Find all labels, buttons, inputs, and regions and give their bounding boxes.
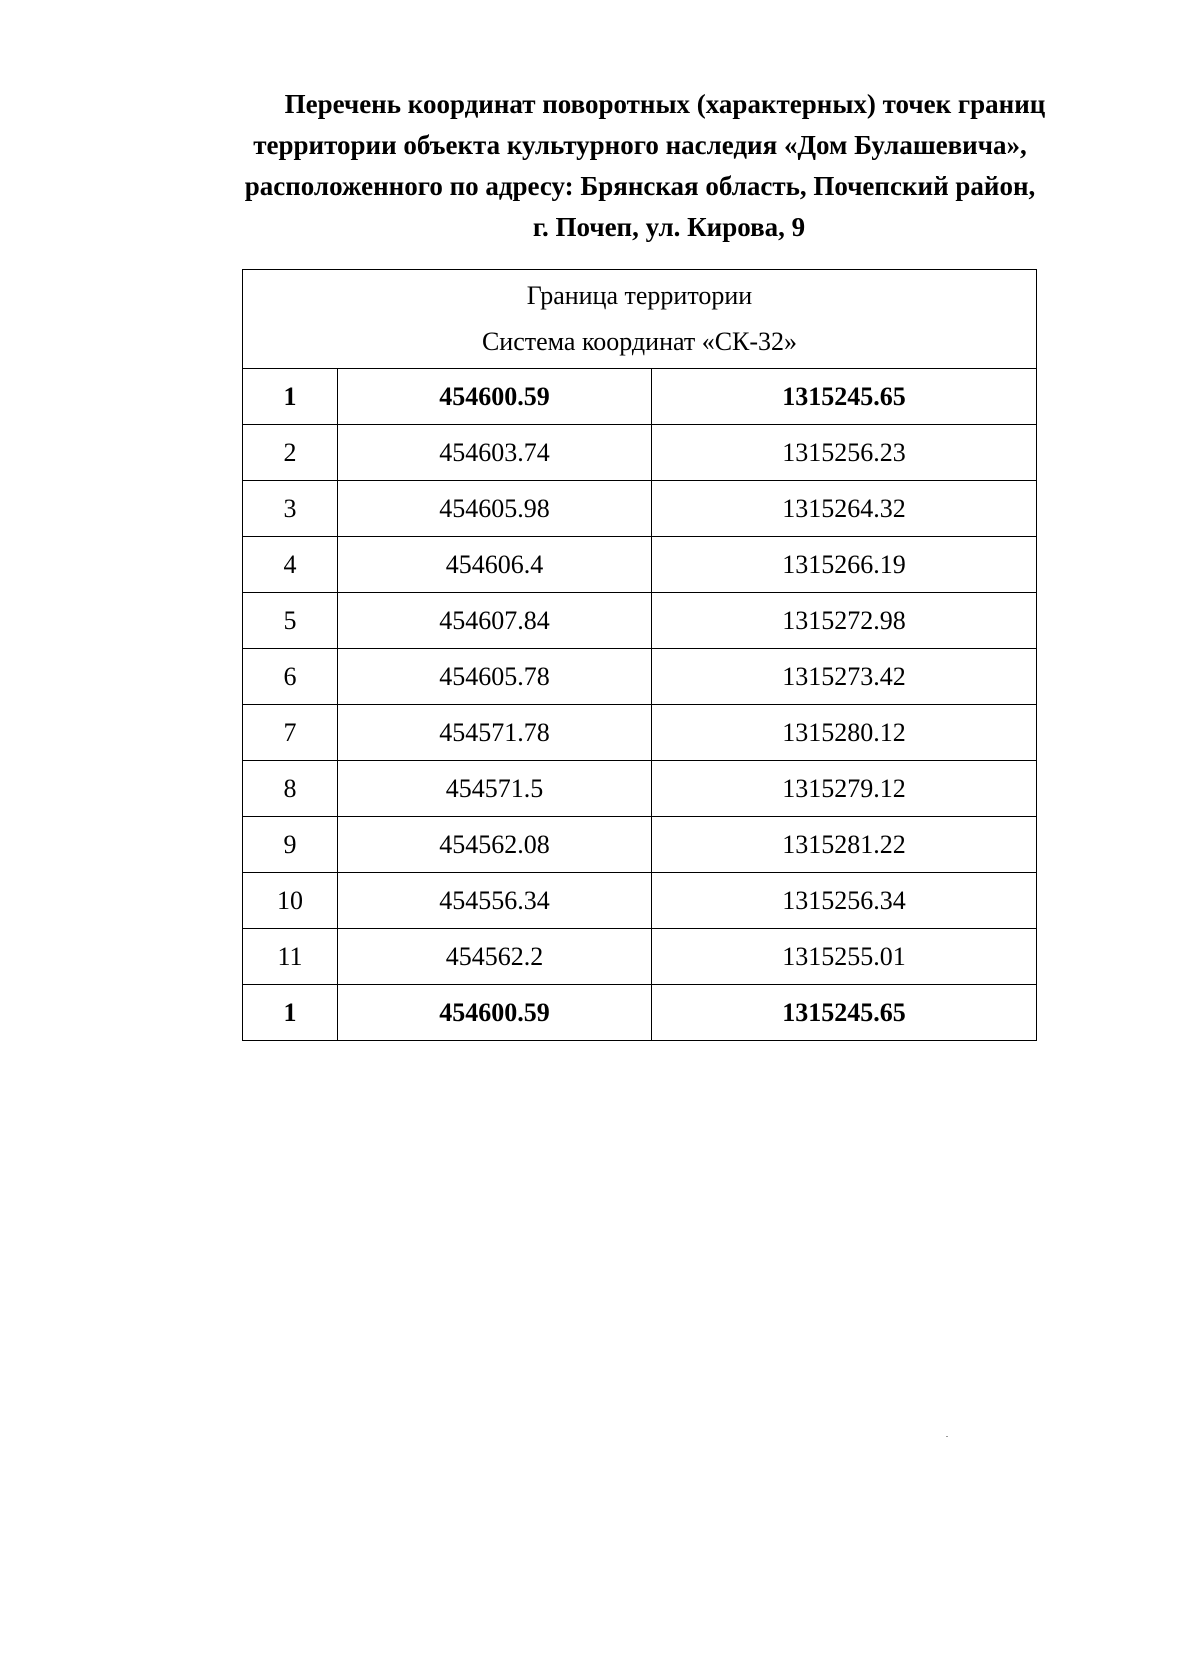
x-coordinate-cell: 454562.08	[338, 817, 652, 873]
point-number-cell: 10	[243, 873, 338, 929]
table-row	[243, 985, 1037, 1041]
x-coordinate-cell: 454605.98	[338, 481, 652, 537]
x-coordinate-cell: 454607.84	[338, 593, 652, 649]
point-number-cell: 7	[243, 705, 338, 761]
y-coordinate-cell: 1315279.12	[652, 761, 1037, 817]
point-number-cell: 4	[243, 537, 338, 593]
x-coordinate-cell: 454606.4	[338, 537, 652, 593]
table-row	[243, 873, 1037, 929]
y-coordinate-cell: 1315266.19	[652, 537, 1037, 593]
title-line-2: территории объекта культурного наследия «Дом Булашевича»,	[253, 130, 1027, 160]
y-coordinate-cell: 1315272.98	[652, 593, 1037, 649]
table-row	[243, 817, 1037, 873]
point-number-cell: 1	[243, 369, 338, 425]
table-row	[243, 593, 1037, 649]
y-coordinate-cell: 1315273.42	[652, 649, 1037, 705]
table-header-cell	[243, 270, 1037, 369]
point-number-cell: 5	[243, 593, 338, 649]
table-row	[243, 705, 1037, 761]
point-number-cell: 1	[243, 985, 338, 1041]
y-coordinate-cell: 1315280.12	[652, 705, 1037, 761]
document-title	[200, 84, 1080, 248]
point-number-cell: 3	[243, 481, 338, 537]
x-coordinate-cell: 454603.74	[338, 425, 652, 481]
scan-speck	[946, 1436, 948, 1437]
coordinates-table	[242, 269, 1037, 1041]
point-number-cell: 8	[243, 761, 338, 817]
y-coordinate-cell: 1315245.65	[652, 985, 1037, 1041]
table-row	[243, 481, 1037, 537]
point-number-cell: 2	[243, 425, 338, 481]
y-coordinate-cell: 1315255.01	[652, 929, 1037, 985]
y-coordinate-cell: 1315256.34	[652, 873, 1037, 929]
x-coordinate-cell: 454571.5	[338, 761, 652, 817]
title-line-3: расположенного по адресу: Брянская область, Почепский район,	[244, 171, 1036, 201]
y-coordinate-cell: 1315256.23	[652, 425, 1037, 481]
table-row	[243, 369, 1037, 425]
point-number-cell: 6	[243, 649, 338, 705]
title-line-4: г. Почеп, ул. Кирова, 9	[532, 212, 806, 242]
x-coordinate-cell: 454562.2	[338, 929, 652, 985]
point-number-cell: 9	[243, 817, 338, 873]
point-number-cell: 11	[243, 929, 338, 985]
table-header-coordinate-system: Система координат «СК-32»	[481, 327, 798, 356]
x-coordinate-cell: 454556.34	[338, 873, 652, 929]
table-row	[243, 649, 1037, 705]
table-row	[243, 537, 1037, 593]
y-coordinate-cell: 1315245.65	[652, 369, 1037, 425]
x-coordinate-cell: 454600.59	[338, 369, 652, 425]
y-coordinate-cell: 1315264.32	[652, 481, 1037, 537]
table-row	[243, 761, 1037, 817]
table-row	[243, 929, 1037, 985]
table-header-row	[243, 270, 1037, 369]
x-coordinate-cell: 454600.59	[338, 985, 652, 1041]
title-line-1: Перечень координат поворотных (характерных) точек границ	[284, 89, 1046, 119]
x-coordinate-cell: 454605.78	[338, 649, 652, 705]
table-header-boundary: Граница территории	[526, 281, 753, 310]
y-coordinate-cell: 1315281.22	[652, 817, 1037, 873]
x-coordinate-cell: 454571.78	[338, 705, 652, 761]
table-row	[243, 425, 1037, 481]
